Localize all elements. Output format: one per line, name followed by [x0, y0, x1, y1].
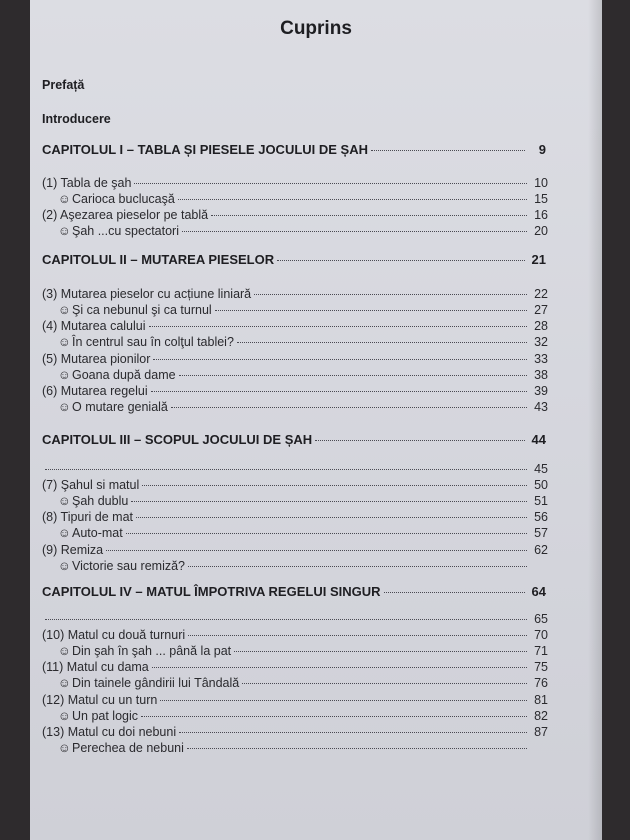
leader-dots — [131, 501, 527, 502]
smiley-icon: ☺ — [58, 741, 71, 755]
toc-entry: (3) Mutarea pieselor cu acțiune liniară 22 — [42, 287, 548, 301]
smiley-icon: ☺ — [58, 192, 71, 206]
leader-dots — [152, 667, 527, 668]
section-introducere: Introducere — [42, 112, 111, 126]
toc-subentry: ☺ Perechea de nebuni — [58, 741, 548, 757]
toc-subentry: ☺ Şi ca nebunul şi ca turnul 27 — [58, 303, 548, 317]
smiley-icon: ☺ — [58, 676, 71, 690]
smiley-icon: ☺ — [58, 709, 71, 723]
leader-dots — [234, 651, 527, 652]
leader-dots — [315, 440, 525, 441]
leader-dots — [45, 619, 527, 620]
leader-dots — [188, 566, 527, 567]
leader-dots — [141, 716, 527, 717]
leader-dots — [211, 215, 527, 216]
toc-subentry: ☺ O mutare genială 43 — [58, 400, 548, 414]
toc-entry: 45 — [42, 462, 548, 478]
smiley-icon: ☺ — [58, 368, 71, 382]
toc-subentry: ☺ Şah ...cu spectatori 20 — [58, 224, 548, 238]
toc-entry: 65 — [42, 612, 548, 628]
smiley-icon: ☺ — [58, 335, 71, 349]
chapter-3 — [42, 432, 546, 450]
leader-dots — [187, 748, 527, 749]
page-number: 21 — [531, 252, 546, 267]
leader-dots — [254, 294, 527, 295]
leader-dots — [188, 635, 527, 636]
smiley-icon: ☺ — [58, 494, 71, 508]
leader-dots — [160, 700, 527, 701]
smiley-icon: ☺ — [58, 526, 71, 540]
toc-entry: (1) Tabla de şah 10 — [42, 176, 548, 190]
page-number: 64 — [531, 584, 546, 599]
leader-dots — [179, 375, 527, 376]
chapter-title: CAPITOLUL I – TABLA ȘI PIESELE JOCULUI DE ȘAH — [42, 142, 369, 157]
leader-dots — [182, 231, 527, 232]
leader-dots — [149, 326, 527, 327]
leader-dots — [371, 150, 525, 151]
toc-subentry: ☺ Carioca buclucaşă 15 — [58, 192, 548, 206]
page-edge-shadow — [588, 0, 602, 840]
leader-dots — [151, 391, 527, 392]
leader-dots — [136, 517, 527, 518]
leader-dots — [237, 342, 527, 343]
leader-dots — [142, 485, 527, 486]
leader-dots — [153, 359, 527, 360]
leader-dots — [179, 732, 527, 733]
leader-dots — [178, 199, 527, 200]
toc-entry: (10) Matul cu două turnuri 70 — [42, 628, 548, 642]
leader-dots — [106, 550, 527, 551]
leader-dots — [242, 683, 527, 684]
toc-entry: (4) Mutarea calului 28 — [42, 319, 548, 333]
leader-dots — [126, 533, 527, 534]
leader-dots — [134, 183, 527, 184]
smiley-icon: ☺ — [58, 224, 71, 238]
section-prefata: Prefață — [42, 78, 85, 92]
toc-entry: (11) Matul cu dama 75 — [42, 660, 548, 674]
chapter-1 — [42, 142, 546, 160]
toc-entry: (7) Şahul si matul 50 — [42, 478, 548, 492]
book-page — [30, 0, 602, 840]
smiley-icon: ☺ — [58, 559, 71, 573]
toc-subentry: ☺ În centrul sau în colţul tablei? 32 — [58, 335, 548, 349]
toc-entry: (8) Tipuri de mat 56 — [42, 510, 548, 524]
leader-dots — [171, 407, 527, 408]
toc-subentry: ☺ Din şah în şah ... până la pat 71 — [58, 644, 548, 658]
toc-subentry: ☺ Şah dublu 51 — [58, 494, 548, 508]
toc-subentry: ☺ Un pat logic 82 — [58, 709, 548, 723]
toc-entry: (9) Remiza 62 — [42, 543, 548, 557]
chapter-4 — [42, 584, 546, 602]
toc-entry: (6) Mutarea regelui 39 — [42, 384, 548, 398]
toc-entry: (12) Matul cu un turn 81 — [42, 693, 548, 707]
page-number: 44 — [531, 432, 546, 447]
leader-dots — [215, 310, 527, 311]
leader-dots — [384, 592, 525, 593]
toc-entry: (5) Mutarea pionilor 33 — [42, 352, 548, 366]
chapter-2 — [42, 252, 546, 270]
smiley-icon: ☺ — [58, 644, 71, 658]
chapter-title: CAPITOLUL II – MUTAREA PIESELOR — [42, 252, 275, 267]
toc-subentry: ☺ Auto-mat 57 — [58, 526, 548, 540]
page-number: 9 — [538, 142, 546, 157]
smiley-icon: ☺ — [58, 303, 71, 317]
chapter-title: CAPITOLUL III – SCOPUL JOCULUI DE ȘAH — [42, 432, 313, 447]
leader-dots — [45, 469, 527, 470]
page-title: Cuprins — [280, 18, 352, 39]
toc-entry: (2) Aşezarea pieselor pe tablă 16 — [42, 208, 548, 222]
toc-subentry: ☺ Goana după dame 38 — [58, 368, 548, 382]
leader-dots — [277, 260, 525, 261]
toc-subentry: ☺ Din tainele gândirii lui Tândală 76 — [58, 676, 548, 690]
smiley-icon: ☺ — [58, 400, 71, 414]
toc-subentry: ☺ Victorie sau remiză? — [58, 559, 548, 575]
chapter-title: CAPITOLUL IV – MATUL ÎMPOTRIVA REGELUI SINGUR — [42, 584, 381, 599]
toc-entry: (13) Matul cu doi nebuni 87 — [42, 725, 548, 739]
